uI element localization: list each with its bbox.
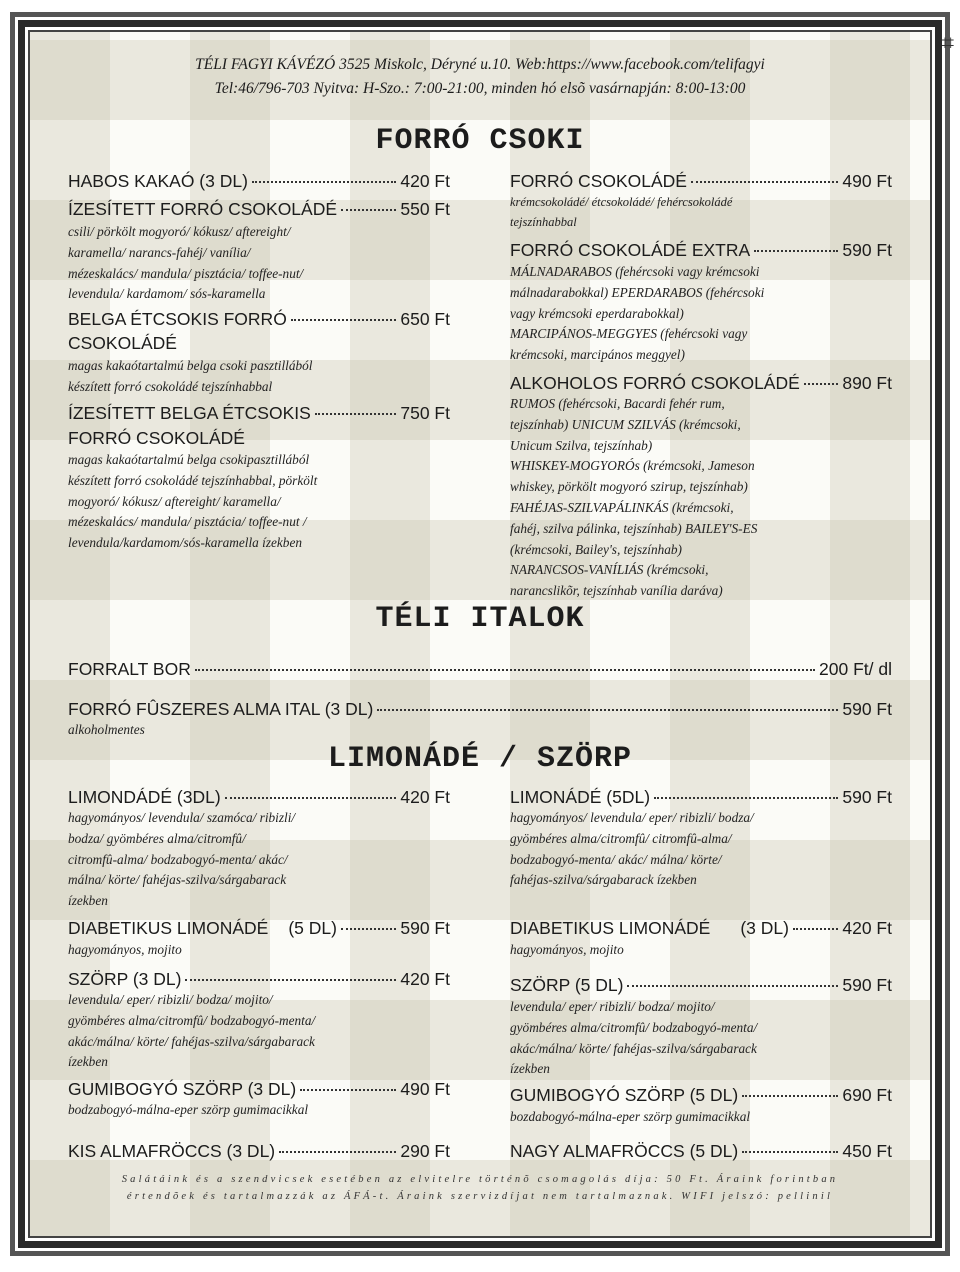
item-description: bodzabogyó-málna-eper szörp gumimacikkal <box>68 1102 309 1117</box>
item-description <box>510 808 892 891</box>
desc-line: mézeskalács/ mandula/ pisztácia/ toffee-nut / <box>68 514 307 530</box>
item-size: (5 DL) <box>288 918 337 938</box>
item-price: 690 Ft <box>842 1085 892 1105</box>
item-description <box>68 990 450 1073</box>
leader-dots <box>252 181 396 183</box>
item-name: LIMONÁDÉ (5DL) <box>510 787 651 807</box>
item-description: hagyományos, mojito <box>68 942 182 957</box>
menu-item-limonade-3dl <box>68 786 450 808</box>
desc-line: narancslikõr, tejszínhab vanília daráva) <box>510 583 723 599</box>
item-name: DIABETIKUS LIMONÁDÉ <box>510 918 711 938</box>
item-price: 420 Ft <box>400 787 450 807</box>
menu-item-forro-extra <box>510 239 892 261</box>
corner-mark-icon: ⌗ <box>941 30 954 55</box>
item-price: 290 Ft <box>400 1141 450 1161</box>
desc-line: ízekben <box>510 1061 550 1077</box>
item-name-cont: CSOKOLÁDÉ <box>68 333 177 353</box>
item-description <box>510 394 892 602</box>
item-price: 590 Ft <box>842 240 892 260</box>
item-description <box>510 262 892 366</box>
leader-dots <box>793 928 838 930</box>
item-name: FORRÓ CSOKOLÁDÉ <box>510 171 687 191</box>
desc-line: RUMOS (fehércsoki, Bacardi fehér rum, <box>510 396 725 411</box>
item-price: 420 Ft <box>400 171 450 191</box>
item-price: 590 Ft <box>842 787 892 807</box>
leader-dots <box>742 1151 838 1153</box>
item-description: bozdabogyó-málna-eper szörp gumimacikkal <box>510 1109 751 1124</box>
item-price: 490 Ft <box>400 1079 450 1099</box>
desc-line: FAHÉJAS-SZILVAPÁLINKÁS (krémcsoki, <box>510 499 734 515</box>
leader-dots <box>185 979 396 981</box>
desc-line: készített forró csokoládé tejszínhabbal, pörkölt <box>68 472 318 488</box>
desc-line: málna/ körte/ fahéjas-szilva/sárgabarack <box>68 872 287 888</box>
desc-line: bodza/ gyömbéres alma/citromfû/ <box>68 830 246 846</box>
item-price: 590 Ft <box>400 918 450 938</box>
desc-line: vagy krémcsoki eperdarabokkal) <box>510 305 684 321</box>
desc-line: gyömbéres alma/citromfû/ bodzabogyó-menta/ <box>510 1019 758 1035</box>
desc-line: krémcsoki, marcipános meggyel) <box>510 347 685 363</box>
leader-dots <box>291 319 397 321</box>
desc-line: akác/málna/ körte/ fahéjas-szilva/sárgabarack <box>510 1040 757 1056</box>
desc-line: krémcsokoládé/ étcsokoládé/ fehércsokoládé <box>510 195 733 209</box>
menu-item-szorp-5dl <box>510 974 892 996</box>
item-name: FORRÓ CSOKOLÁDÉ EXTRA <box>510 240 751 260</box>
desc-line: málnadarabokkal) EPERDARABOS (fehércsoki <box>510 284 765 300</box>
desc-line: fahéj, szilva pálinka, tejszínhab) BAILEY'S-ES <box>510 520 758 536</box>
menu-item-izesitett-belga <box>68 402 450 424</box>
item-name: KIS ALMAFRÖCCS (3 DL) <box>68 1141 276 1161</box>
leader-dots <box>691 181 838 183</box>
leader-dots <box>300 1089 396 1091</box>
item-name: LIMONDÁDÉ (3DL) <box>68 787 221 807</box>
item-description <box>68 450 450 554</box>
desc-line: ízekben <box>68 893 108 909</box>
leader-dots <box>742 1095 838 1097</box>
desc-line: csili/ pörkölt mogyoró/ kókusz/ aftereight/ <box>68 224 291 239</box>
leader-dots <box>341 209 396 211</box>
leader-dots <box>377 709 838 711</box>
item-description <box>68 808 450 912</box>
item-name: FORRALT BOR <box>68 659 191 679</box>
desc-line: magas kakaótartalmú belga csoki pasztillából <box>68 358 313 373</box>
cafe-info-line1: TÉLI FAGYI KÁVÉZÓ 3525 Miskolc, Déryné u.10. Web:https://www.facebook.com/telifagyi <box>195 56 765 73</box>
item-name: GUMIBOGYÓ SZÖRP (3 DL) <box>68 1079 297 1099</box>
item-price: 590 Ft <box>842 699 892 719</box>
item-name: BELGA ÉTCSOKIS FORRÓ <box>68 309 287 329</box>
leader-dots <box>225 797 397 799</box>
desc-line: tejszínhab) UNICUM SZILVÁS (krémcsoki, <box>510 416 741 432</box>
item-description <box>510 192 892 232</box>
desc-line: mogyoró/ kókusz/ aftereight/ karamella/ <box>68 493 281 509</box>
item-price: 420 Ft <box>842 918 892 938</box>
desc-line: WHISKEY-MOGYORÓs (krémcsoki, Jameson <box>510 458 755 474</box>
leader-dots <box>279 1151 396 1153</box>
desc-line: tejszínhabbal <box>510 215 577 229</box>
leader-dots <box>754 250 838 252</box>
menu-item-nagy-almafroccs <box>510 1140 892 1162</box>
desc-line: levendula/kardamom/sós-karamella ízekben <box>68 535 302 551</box>
menu-item-habos-kakao <box>68 170 450 192</box>
desc-line: Unicum Szilva, tejszínhab) <box>510 437 653 453</box>
item-price: 590 Ft <box>842 975 892 995</box>
menu-item-szorp-3dl <box>68 968 450 990</box>
menu-item-alma-ital <box>68 698 892 720</box>
item-description <box>68 222 450 305</box>
item-price: 450 Ft <box>842 1141 892 1161</box>
menu-item-alkoholos <box>510 372 892 394</box>
menu-item-limonade-5dl <box>510 786 892 808</box>
menu-item-forralt-bor <box>68 658 892 680</box>
desc-line: akác/málna/ körte/ fahéjas-szilva/sárgabarack <box>68 1033 315 1049</box>
desc-line: mézeskalács/ mandula/ pisztácia/ toffee-nut/ <box>68 265 304 281</box>
item-name: ÍZESÍTETT FORRÓ CSOKOLÁDÉ <box>68 199 338 219</box>
item-price: 890 Ft <box>842 373 892 393</box>
desc-line: bodzabogyó-menta/ akác/ málna/ körte/ <box>510 851 722 867</box>
desc-line: karamella/ narancs-fahéj/ vanília/ <box>68 244 251 260</box>
item-name-cont: FORRÓ CSOKOLÁDÉ <box>68 428 245 448</box>
desc-line: citromfû-alma/ bodzabogyó-menta/ akác/ <box>68 851 288 867</box>
desc-line: gyömbéres alma/citromfû/ citromfû-alma/ <box>510 830 732 846</box>
desc-line: NARANCSOS-VANÍLIÁS (krémcsoki, <box>510 562 709 578</box>
item-price: 420 Ft <box>400 969 450 989</box>
item-name: ALKOHOLOS FORRÓ CSOKOLÁDÉ <box>510 373 800 393</box>
item-price: 650 Ft <box>400 309 450 329</box>
item-name: SZÖRP (3 DL) <box>68 969 182 989</box>
leader-dots <box>627 985 838 987</box>
desc-line: gyömbéres alma/citromfû/ bodzabogyó-menta/ <box>68 1012 316 1028</box>
item-name: NAGY ALMAFRÖCCS (5 DL) <box>510 1141 739 1161</box>
item-description: hagyományos, mojito <box>510 942 624 957</box>
desc-line: ízekben <box>68 1054 108 1070</box>
item-name: GUMIBOGYÓ SZÖRP (5 DL) <box>510 1085 739 1105</box>
desc-line: MARCIPÁNOS-MEGGYES (fehércsoki vagy <box>510 326 748 342</box>
menu-item-forro-csokolade <box>510 170 892 192</box>
desc-line: készített forró csokoládé tejszínhabbal <box>68 378 273 394</box>
item-name: SZÖRP (5 DL) <box>510 975 624 995</box>
section-title-teli-italok: TÉLI ITALOK <box>375 602 585 636</box>
menu-item-belga <box>68 308 450 330</box>
leader-dots <box>315 413 397 415</box>
desc-line: levendula/ kardamom/ sós-karamella <box>68 286 266 302</box>
desc-line: fahéjas-szilva/sárgabarack ízekben <box>510 872 697 888</box>
menu-item-gumibogyo-5dl <box>510 1084 892 1106</box>
section-title-limonade: LIMONÁDÉ / SZÖRP <box>327 742 633 776</box>
menu-item-izesitett-forro <box>68 198 450 220</box>
leader-dots <box>195 669 815 671</box>
item-price: 550 Ft <box>400 199 450 219</box>
leader-dots <box>804 383 839 385</box>
desc-line: hagyományos/ levendula/ eper/ ribizli/ bodza/ <box>510 810 754 825</box>
item-price: 200 Ft/ dl <box>819 659 892 679</box>
leader-dots <box>341 928 396 930</box>
item-name: HABOS KAKAÓ (3 DL) <box>68 171 248 191</box>
footer-line1: Salátáink és a szendvicsek esetében az elvitelre történõ csomagolás díja: 50 Ft. Áraink forintban <box>121 1174 839 1185</box>
item-size: (3 DL) <box>740 918 789 938</box>
item-description <box>68 356 450 398</box>
desc-line: levendula/ eper/ ribizli/ bodza/ mojito/ <box>510 999 715 1014</box>
item-name: DIABETIKUS LIMONÁDÉ <box>68 918 269 938</box>
item-price: 490 Ft <box>842 171 892 191</box>
leader-dots <box>654 797 838 799</box>
desc-line: (krémcsoki, Bailey's, tejszínhab) <box>510 541 682 557</box>
item-price: 750 Ft <box>400 403 450 423</box>
item-description: alkoholmentes <box>68 722 145 737</box>
item-description <box>510 997 892 1080</box>
menu-item-diabetikus-3dl <box>510 917 892 939</box>
desc-line: magas kakaótartalmú belga csokipasztillából <box>68 452 310 467</box>
footer-line2: értendõek és tartalmazzák az ÁFÁ-t. Áraink szervizdíjat nem tartalmaznak. WIFI jelszó: pellinil <box>126 1191 834 1202</box>
menu-item-kis-almafroccs <box>68 1140 450 1162</box>
item-name: FORRÓ FÛSZERES ALMA ITAL (3 DL) <box>68 699 374 719</box>
desc-line: MÁLNADARABOS (fehércsoki vagy krémcsoki <box>510 264 760 279</box>
menu-item-gumibogyo-3dl <box>68 1078 450 1100</box>
desc-line: hagyományos/ levendula/ szamóca/ ribizli/ <box>68 810 296 825</box>
desc-line: whiskey, pörkölt mogyoró szirup, tejszínhab) <box>510 479 748 495</box>
menu-item-diabetikus-5dl <box>68 917 450 939</box>
section-title-forro-csoki: FORRÓ CSOKI <box>375 124 585 158</box>
item-name: ÍZESÍTETT BELGA ÉTCSOKIS <box>68 403 311 423</box>
cafe-info-line2: Tel:46/796-703 Nyitva: H-Szo.: 7:00-21:00, minden hó elsõ vasárnapján: 8:00-13:00 <box>214 80 746 97</box>
desc-line: levendula/ eper/ ribizli/ bodza/ mojito/ <box>68 992 273 1007</box>
